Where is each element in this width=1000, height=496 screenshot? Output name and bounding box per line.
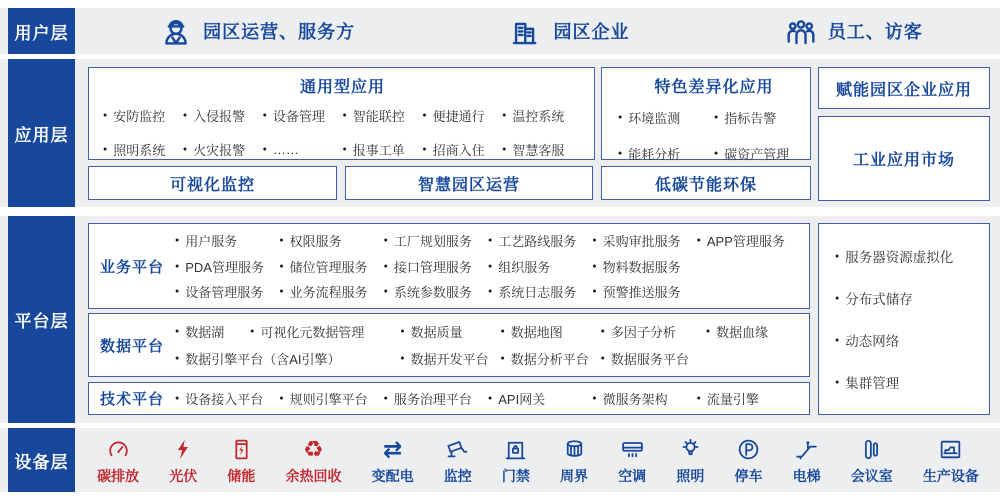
service-label: 数据分析平台 (510, 352, 589, 367)
service-label: 规则引擎平台 (289, 392, 368, 407)
device-item (227, 435, 255, 486)
service-label: 多因子分析 (610, 325, 676, 340)
bullet-icon: ● (422, 112, 427, 119)
service-item (175, 322, 250, 341)
tech-row (175, 389, 801, 408)
infrastructure-items (819, 224, 989, 414)
service-item (175, 257, 279, 276)
device-label: 周界 (560, 468, 589, 484)
special-apps-box (601, 67, 811, 160)
device-label: 监控 (443, 468, 472, 484)
service-label: 储位管理服务 (289, 259, 368, 275)
general-apps-box (88, 67, 595, 160)
user-group-label: 员工、访客 (827, 22, 923, 42)
general-apps-title: 通用型应用 (299, 79, 385, 96)
low-carbon-box (601, 166, 811, 200)
bullet-icon: ● (175, 355, 180, 362)
service-label: 接口管理服务 (393, 259, 472, 275)
industrial-market-box (818, 116, 990, 201)
service-item (250, 322, 400, 341)
service-item (175, 282, 279, 301)
device-item (372, 435, 414, 486)
device-item (923, 435, 979, 486)
recycle-icon: ♻ (303, 435, 324, 462)
service-item (502, 140, 582, 159)
service-item (175, 231, 279, 250)
gauge-icon (106, 435, 131, 463)
device-item (851, 435, 893, 486)
bullet-icon: ● (600, 355, 605, 362)
parking-icon (736, 435, 761, 463)
data-platform-box (88, 313, 810, 377)
service-item (488, 282, 592, 301)
device-item (97, 435, 139, 486)
service-item (697, 231, 801, 250)
business-row (175, 282, 801, 301)
service-item (279, 389, 383, 408)
bullet-icon: ● (500, 328, 505, 335)
user-groups (82, 8, 1000, 54)
service-item (384, 257, 488, 276)
service-item (501, 322, 601, 341)
bullet-icon: ● (279, 262, 284, 270)
device-label: 生产设备 (922, 468, 979, 484)
service-label: 动态网络 (845, 334, 900, 349)
bullet-icon: ● (488, 288, 493, 296)
service-item (618, 108, 714, 127)
service-item (488, 389, 592, 408)
device-item (793, 435, 821, 486)
bullet-icon: ● (714, 150, 719, 157)
bullet-icon: ● (279, 395, 284, 402)
service-item (714, 108, 810, 127)
service-label: PDA管理服务 (185, 259, 264, 275)
device-label: 光伏 (169, 468, 198, 484)
service-item (706, 322, 801, 341)
bullet-icon: ● (696, 236, 701, 244)
service-item (384, 282, 488, 301)
service-item (488, 257, 592, 276)
bullet-icon: ● (592, 395, 597, 402)
service-item (835, 246, 989, 266)
low-carbon-title: 低碳节能环保 (654, 176, 757, 194)
device-item (285, 435, 341, 486)
user-group-label: 园区企业 (553, 22, 630, 42)
bullet-icon: ● (342, 112, 347, 119)
service-item (343, 106, 423, 125)
bullet-icon: ● (422, 146, 427, 153)
bullet-icon: ● (500, 355, 505, 362)
empower-enterprise-box (818, 67, 990, 109)
user-group (784, 14, 923, 48)
bullet-icon: ● (400, 328, 405, 335)
device-label: 空调 (618, 468, 647, 484)
service-item (835, 372, 989, 392)
infrastructure-box (818, 223, 990, 415)
device-label: 会议室 (850, 468, 893, 484)
service-label: 物料数据服务 (602, 259, 681, 275)
service-label: 指标告警 (724, 111, 777, 126)
service-item (592, 257, 696, 276)
bullet-icon: ● (835, 252, 840, 260)
service-item (592, 282, 696, 301)
bullet-icon: ● (600, 328, 605, 335)
bullet-icon: ● (103, 112, 108, 119)
bullet-icon: ● (502, 112, 507, 119)
smart-park-ops-title: 智慧园区运营 (417, 176, 520, 194)
device-label: 照明 (676, 468, 705, 484)
service-item (103, 106, 183, 125)
bullet-icon: ● (502, 146, 507, 153)
platform-layer-band (0, 216, 1000, 423)
device-item (734, 435, 762, 486)
bullet-icon: ● (175, 395, 180, 402)
service-label: 数据服务平台 (610, 352, 689, 367)
access-lock-icon (503, 435, 528, 463)
bullet-icon: ● (383, 236, 388, 244)
service-label: APP管理服务 (706, 233, 785, 249)
bullet-icon: ● (103, 146, 108, 153)
service-label: 工厂规划服务 (393, 233, 472, 249)
service-label: 数据开发平台 (410, 352, 489, 367)
service-item (592, 389, 696, 408)
production-icon (938, 435, 963, 463)
service-label: 服务治理平台 (393, 392, 472, 407)
power-exchange-icon: ⇄ (382, 435, 403, 462)
service-label: 采购审批服务 (602, 233, 681, 249)
device-layer-tag: 设备层 (8, 428, 75, 492)
device-label: 余热回收 (285, 468, 342, 484)
device-item (676, 435, 704, 486)
service-label: 权限服务 (289, 233, 342, 249)
application-layer-tag: 应用层 (8, 59, 75, 207)
service-item (263, 140, 343, 159)
escalator-icon (794, 435, 819, 463)
bullet-icon: ● (175, 262, 180, 270)
service-label: 招商入住 (432, 143, 485, 158)
business-row (175, 231, 801, 250)
cctv-icon (445, 435, 470, 463)
service-item (488, 231, 592, 250)
service-item (183, 106, 263, 125)
service-label: 工艺路线服务 (498, 233, 577, 249)
service-item (175, 389, 279, 408)
application-layer-band (0, 59, 1000, 207)
bullet-icon: ● (400, 355, 405, 362)
service-item (279, 282, 383, 301)
service-label: 业务流程服务 (289, 285, 368, 301)
service-label: 火灾报警 (193, 143, 246, 158)
service-label: 组织服务 (498, 259, 551, 275)
service-label: 集群管理 (845, 376, 900, 391)
service-label: 设备管理服务 (185, 285, 264, 301)
service-item (279, 257, 383, 276)
bullet-icon: ● (714, 114, 719, 121)
device-label: 停车 (734, 468, 763, 484)
service-item (103, 140, 183, 159)
device-item (444, 435, 472, 486)
device-item (560, 435, 588, 486)
service-label: 数据血缘 (716, 325, 769, 340)
service-label: 系统参数服务 (393, 285, 472, 301)
service-item (343, 140, 423, 159)
service-label: 入侵报警 (193, 109, 246, 124)
business-row (175, 257, 801, 276)
user-layer-tag: 用户层 (8, 8, 75, 54)
user-group (509, 14, 629, 48)
bullet-icon: ● (488, 395, 493, 402)
enterprise-icon (509, 14, 543, 48)
device-items (82, 433, 994, 488)
platform-layer-tag: 平台层 (8, 216, 75, 423)
service-label: 安防监控 (113, 109, 166, 124)
service-label: 温控系统 (512, 109, 565, 124)
service-label: 设备接入平台 (185, 392, 264, 407)
tech-platform-title: 技术平台 (99, 391, 164, 408)
device-label: 变配电 (371, 468, 414, 484)
bullet-icon: ● (835, 294, 840, 302)
special-apps-items (618, 108, 810, 163)
device-label: 门禁 (501, 468, 530, 484)
device-label: 储能 (227, 468, 256, 484)
bullet-icon: ● (262, 112, 267, 119)
bullet-icon: ● (488, 236, 493, 244)
service-label: 智慧客服 (512, 143, 565, 158)
empower-enterprise-title: 赋能园区企业应用 (835, 81, 972, 99)
service-label: 数据引擎平台（含AI引擎） (185, 352, 341, 367)
business-platform-box (88, 223, 810, 309)
service-item (175, 349, 400, 368)
bullet-icon: ● (182, 112, 188, 119)
bullet-icon: ● (383, 395, 388, 402)
ac-icon (620, 435, 645, 463)
service-item (835, 288, 989, 308)
service-label: 数据质量 (410, 325, 463, 340)
service-item (384, 389, 488, 408)
service-item (618, 144, 714, 163)
service-item (714, 144, 810, 163)
bullet-icon: ● (488, 262, 493, 270)
service-item (502, 106, 582, 125)
service-label: 能耗分析 (628, 147, 681, 162)
bullet-icon: ● (592, 236, 597, 244)
service-label: …… (272, 142, 299, 157)
service-label: 分布式储存 (845, 292, 913, 307)
data-row (175, 349, 801, 368)
service-label: 数据湖 (185, 325, 225, 340)
data-platform-title: 数据平台 (99, 337, 164, 355)
device-item (502, 435, 530, 486)
device-label: 碳排放 (97, 468, 140, 484)
solar-lightning-icon (171, 435, 196, 463)
bullet-icon: ● (182, 146, 188, 153)
service-item (601, 322, 706, 341)
device-item (169, 435, 197, 486)
service-item (422, 140, 502, 159)
service-item (592, 231, 696, 250)
service-item (400, 322, 500, 341)
smart-park-ops-box (345, 166, 593, 200)
perimeter-icon (562, 435, 587, 463)
service-label: 数据地图 (510, 325, 563, 340)
service-label: 可视化元数据管理 (260, 325, 365, 340)
service-label: API网关 (498, 392, 546, 407)
light-bulb-icon (678, 435, 703, 463)
user-group-label: 园区运营、服务方 (203, 22, 356, 42)
bullet-icon: ● (835, 336, 840, 344)
operator-icon (159, 14, 193, 48)
service-item (400, 349, 500, 368)
bullet-icon: ● (175, 328, 180, 335)
business-platform-rows (175, 224, 809, 308)
service-item (601, 349, 706, 368)
bullet-icon: ● (175, 236, 180, 244)
bullet-icon: ● (279, 288, 284, 296)
bullet-icon: ● (618, 114, 623, 121)
data-platform-rows (175, 314, 809, 376)
service-item (835, 330, 989, 350)
service-label: 碳资产管理 (724, 147, 790, 162)
bullet-icon: ● (618, 150, 623, 157)
business-platform-title: 业务平台 (99, 258, 164, 276)
service-label: 报事工单 (352, 143, 405, 158)
service-item (422, 106, 502, 125)
service-label: 照明系统 (113, 143, 166, 158)
tech-platform-box (88, 382, 810, 415)
tech-platform-rows (175, 383, 809, 414)
bullet-icon: ● (383, 262, 388, 270)
service-label: 服务器资源虚拟化 (845, 250, 954, 265)
service-item (384, 231, 488, 250)
service-item (263, 106, 343, 125)
service-label: 系统日志服务 (498, 285, 577, 301)
service-label: 智能联控 (352, 109, 405, 124)
service-label: 流量引擎 (706, 392, 759, 407)
bullet-icon: ● (342, 146, 347, 153)
special-apps-title: 特色差异化应用 (654, 79, 774, 96)
service-item (279, 231, 383, 250)
service-item (501, 349, 601, 368)
bullet-icon: ● (835, 378, 840, 386)
data-row (175, 322, 801, 341)
bullet-icon: ● (696, 395, 701, 402)
service-item (697, 389, 801, 408)
general-apps-items (103, 106, 582, 159)
visual-monitoring-box (88, 166, 337, 200)
bullet-icon: ● (250, 328, 255, 335)
staff-visitor-icon (784, 14, 818, 48)
battery-icon (229, 435, 254, 463)
service-label: 用户服务 (185, 233, 238, 249)
industrial-market-title: 工业应用市场 (852, 152, 955, 169)
meeting-room-icon (859, 435, 884, 463)
bullet-icon: ● (279, 236, 284, 244)
service-item (183, 140, 263, 159)
service-label: 预警推送服务 (602, 285, 681, 301)
bullet-icon: ● (705, 328, 711, 335)
bullet-icon: ● (592, 262, 597, 270)
device-layer-band (0, 428, 1000, 492)
user-group (159, 14, 355, 48)
bullet-icon: ● (383, 288, 388, 296)
visual-monitoring-title: 可视化监控 (169, 176, 255, 194)
bullet-icon: ● (592, 288, 597, 296)
device-label: 电梯 (792, 468, 821, 484)
user-layer-band (0, 8, 1000, 54)
service-label: 便捷通行 (432, 109, 485, 124)
device-item (618, 435, 646, 486)
bullet-icon: ● (175, 288, 180, 296)
service-label: 设备管理 (272, 109, 325, 124)
service-label: 微服务架构 (602, 392, 668, 407)
bullet-icon: ● (262, 146, 267, 153)
service-label: 环境监测 (628, 111, 681, 126)
